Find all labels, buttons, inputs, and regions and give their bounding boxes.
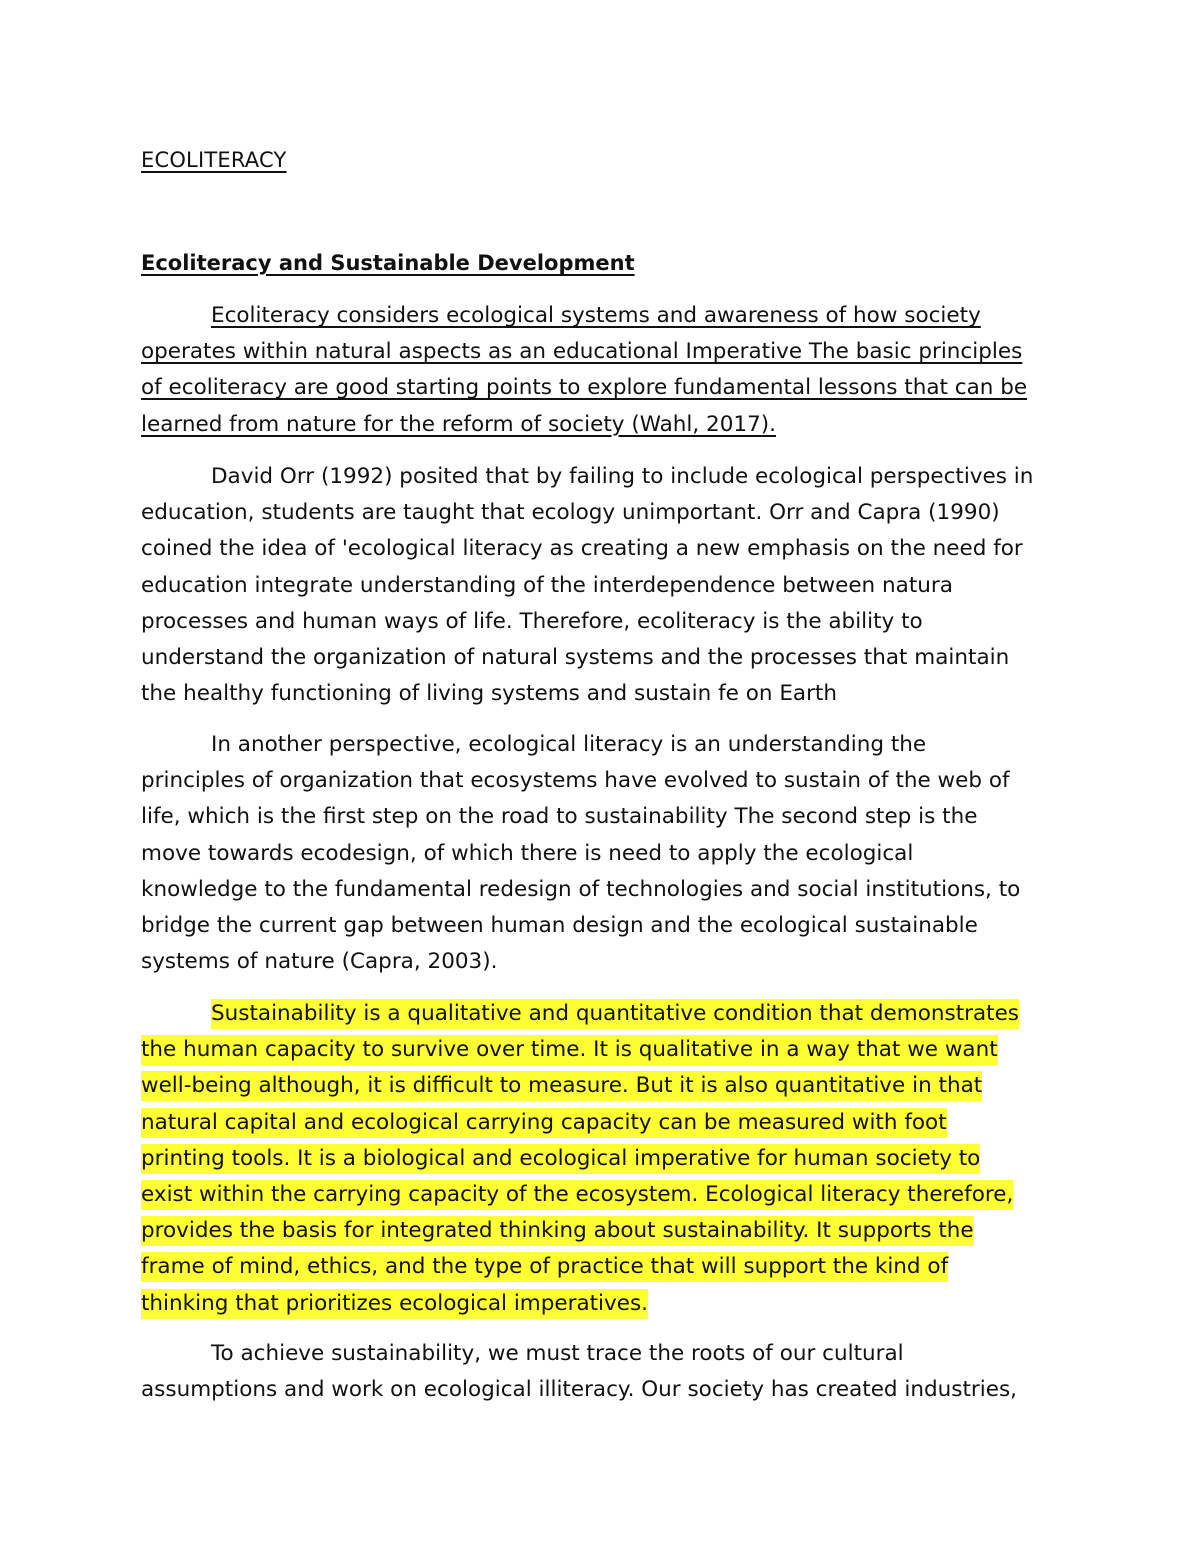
paragraph-line [141,996,1071,1032]
paragraph-line: operates within natural aspects as an educational Imperative The basic principles [141,339,1023,365]
highlighted-text: exist within the carrying capacity of the ecosystem. Ecological literacy therefore, [141,1180,1013,1210]
paragraph-line [141,1105,1071,1141]
paragraph-line: principles of organization that ecosystems have evolved to sustain of the web of [141,768,1010,794]
paragraph-line: coined the idea of 'ecological literacy as creating a new emphasis on the need for [141,536,1023,562]
paragraph-line: of ecoliteracy are good starting points to explore fundamental lessons that can be [141,375,1028,401]
paragraph-line: processes and human ways of life. Therefore, ecoliteracy is the ability to [141,608,923,634]
paragraph-line [141,1249,1071,1285]
paragraph-line [141,1286,1071,1322]
paragraph-line [141,1177,1071,1213]
paragraph-line: David Orr (1992) posited that by failing to include ecological perspectives in [211,464,1034,489]
paragraph-line: In another perspective, ecological literacy is an understanding the [211,732,927,757]
highlighted-text: Sustainability is a qualitative and quantitative condition that demonstrates [211,999,1019,1029]
paragraph-ecodesign [141,727,1071,980]
highlighted-text: the human capacity to survive over time. It is qualitative in a way that we want [141,1035,998,1065]
paragraph-line: To achieve sustainability, we must trace the roots of our cultural [211,1341,904,1366]
highlighted-text: printing tools. It is a biological and ecological imperative for human society to [141,1144,980,1174]
paragraph-orr-capra [141,459,1071,712]
paragraph-line: education integrate understanding of the interdependence between natura [141,572,953,598]
paragraph-line: the healthy functioning of living systems and sustain fe on Earth [141,681,837,707]
paragraph-line: move towards ecodesign, of which there is need to apply the ecological [141,840,914,866]
highlighted-text: thinking that prioritizes ecological imperatives. [141,1289,648,1319]
paragraph-line: understand the organization of natural systems and the processes that maintain [141,645,1010,671]
paragraph-line [141,1032,1071,1068]
document-title: ECOLITERACY [141,148,287,172]
paragraph-line: assumptions and work on ecological illiteracy. Our society has created industries, [141,1377,1017,1403]
highlighted-text: well-being although, it is difficult to measure. But it is also quantitative in that [141,1071,982,1101]
section-heading: Ecoliteracy and Sustainable Development [141,251,635,275]
paragraph-line [141,1068,1071,1104]
paragraph-line: systems of nature (Capra, 2003). [141,949,498,975]
highlighted-text: frame of mind, ethics, and the type of practice that will support the kind of [141,1252,948,1282]
paragraph-line [141,1141,1071,1177]
paragraph-line: bridge the current gap between human design and the ecological sustainable [141,913,978,939]
paragraph-underlined [141,298,1071,443]
highlighted-text: provides the basis for integrated thinking about sustainability. It supports the [141,1216,974,1246]
paragraph-line: knowledge to the fundamental redesign of technologies and social institutions, to [141,876,1021,902]
paragraph-line: education, students are taught that ecology unimportant. Orr and Capra (1990) [141,500,1000,526]
paragraph-line: learned from nature for the reform of society (Wahl, 2017). [141,411,776,437]
paragraph-line: life, which is the first step on the road to sustainability The second step is the [141,804,978,830]
paragraph-highlighted [141,996,1071,1322]
paragraph-line: Ecoliteracy considers ecological systems and awareness of how society [211,303,981,328]
paragraph-cultural-roots [141,1336,1071,1408]
highlighted-text: natural capital and ecological carrying capacity can be measured with foot [141,1108,947,1138]
paragraph-line [141,1213,1071,1249]
